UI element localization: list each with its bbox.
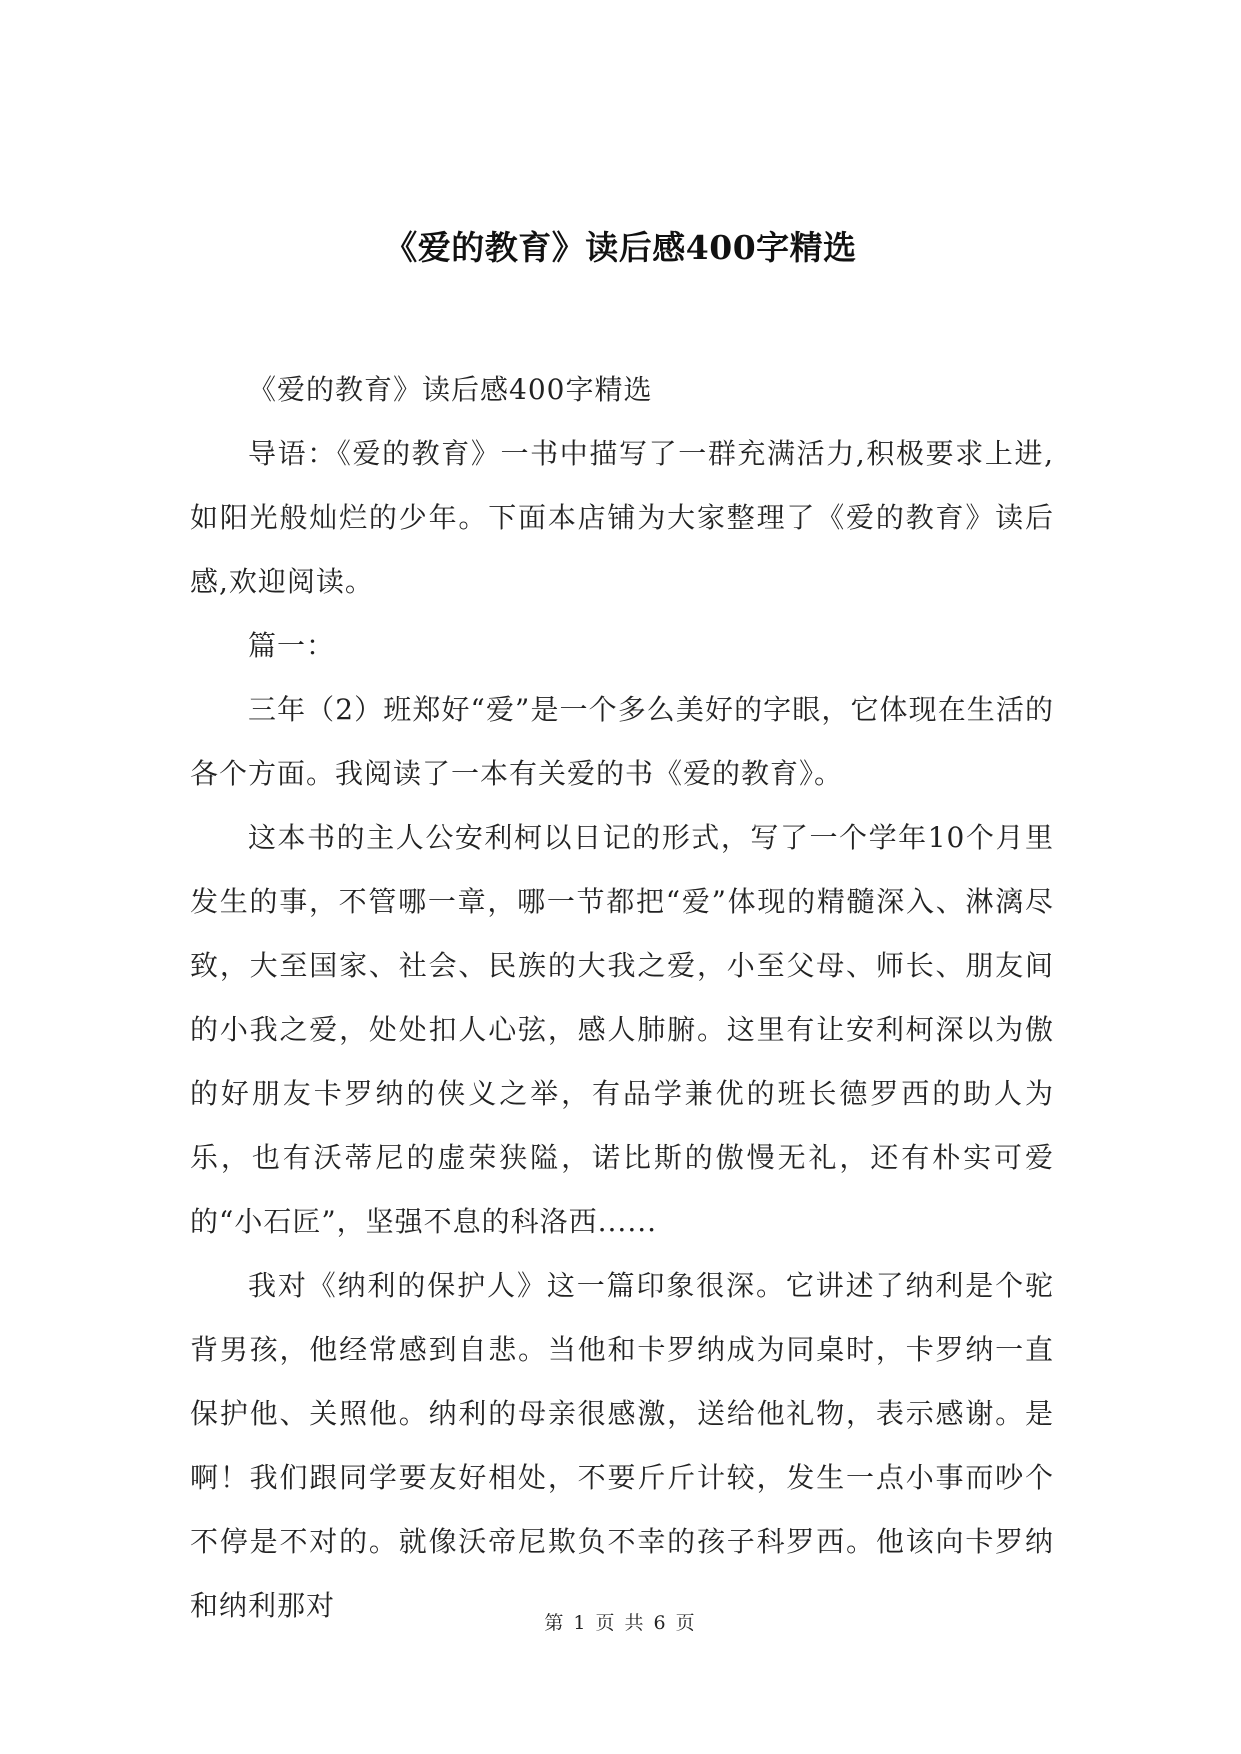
paragraph: 这本书的主人公安利柯以日记的形式，写了一个学年10个月里发生的事，不管哪一章，哪一节都把“爱”体现的精髓深入、淋漓尽致，大至国家、社会、民族的大我之爱，小至父母、师长、朋友间的小我之爱，处处扣人心弦，感人肺腑。这里有让安利柯深以为傲的好朋友卡罗纳的侠义之举，有品学兼优的班长德罗西的助人为乐，也有沃蒂尼的虚荣狭隘，诺比斯的傲慢无礼，还有朴实可爱的“小石匠”，坚强不息的科洛西...... xyxy=(190,821,1054,1238)
paragraph: 三年（2）班郑好“爱”是一个多么美好的字眼，它体现在生活的各个方面。我阅读了一本有关爱的书《爱的教育》。 xyxy=(190,693,1054,790)
paragraph-section-label: 篇一： xyxy=(248,629,336,662)
paragraph-intro: 导语：《爱的教育》一书中描写了一群充满活力,积极要求上进,如阳光般灿烂的少年。下面本店铺为大家整理了《爱的教育》读后感,欢迎阅读。 xyxy=(190,437,1054,598)
paragraph: 我对《纳利的保护人》这一篇印象很深。它讲述了纳利是个驼背男孩，他经常感到自悲。当他和卡罗纳成为同桌时，卡罗纳一直保护他、关照他。纳利的母亲很感激，送给他礼物，表示感谢。是啊！我们跟同学要友好相处，不要斤斤计较，发生一点小事而吵个不停是不对的。就像沃帝尼欺负不幸的孩子科罗西。他该向卡罗纳和纳利那对 xyxy=(190,1269,1054,1622)
paragraph-heading: 《爱的教育》读后感400字精选 xyxy=(248,373,653,406)
page-number-footer: 第 1 页 共 6 页 xyxy=(544,1612,697,1634)
document-title: 《爱的教育》读后感400字精选 xyxy=(384,228,857,267)
document-body xyxy=(190,358,1054,1638)
